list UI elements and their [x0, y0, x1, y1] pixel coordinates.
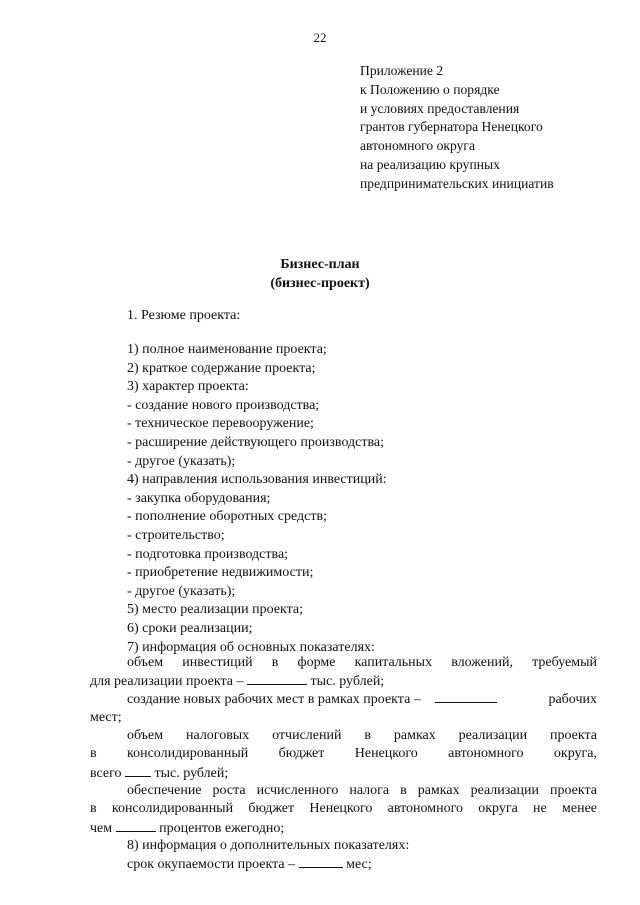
growth-line-3 [90, 819, 597, 838]
growth-line-1: обеспечение роста исчисленного налога в рамках реализации проекта [127, 783, 597, 798]
taxes-paragraph [90, 727, 597, 783]
list-item: - другое (указать); [127, 583, 236, 599]
growth-unit: процентов ежегодно; [159, 820, 285, 836]
list-item: - техническое перевооружение; [127, 416, 314, 432]
taxes-word: консолидированный [126, 746, 249, 762]
taxes-blank[interactable] [125, 764, 151, 777]
growth-blank[interactable] [116, 819, 156, 832]
list-item: - создание нового производства; [127, 397, 320, 413]
list-item: 1) полное наименование проекта; [127, 342, 327, 357]
investment-blank[interactable] [247, 672, 307, 685]
growth-line-2: в консолидированный бюджет Ненецкого автономного округа не менее [90, 801, 597, 817]
jobs-line-2: мест; [90, 710, 122, 726]
taxes-word: бюджет [278, 746, 325, 762]
list-item: - приобретение недвижимости; [127, 565, 314, 581]
appendix-line: на реализацию крупных [360, 156, 500, 172]
jobs-line-1 [90, 690, 597, 709]
jobs-blank[interactable] [435, 690, 497, 703]
appendix-line: Приложение 2 [360, 63, 444, 78]
appendix-line: к Положению о порядке [360, 81, 500, 97]
taxes-word: в [90, 746, 97, 762]
taxes-word: налоговых [185, 728, 250, 743]
taxes-word: Ненецкого [354, 746, 418, 762]
taxes-word: проекта [549, 728, 597, 743]
list-item: - строительство; [127, 527, 225, 543]
taxes-word: автономного [448, 746, 524, 762]
appendix-line: грантов губернатора Ненецкого [360, 119, 543, 135]
investment-unit: тыс. рублей; [310, 674, 385, 690]
taxes-line-3 [90, 764, 597, 783]
investment-text: для реализации проекта – [90, 674, 244, 690]
taxes-word: рамках [393, 728, 436, 743]
payback-line [90, 855, 597, 874]
list-item: - расширение действующего производства; [127, 434, 385, 450]
jobs-paragraph [90, 690, 597, 728]
appendix-line: предпринимательских инициатив [360, 175, 554, 191]
list-item: 4) направления использования инвестиций: [127, 472, 387, 488]
additional-heading: 8) информация о дополнительных показателях: [127, 838, 410, 853]
appendix-header [360, 62, 620, 194]
title-line-1: Бизнес-план [280, 257, 360, 272]
list-item: 7) информация об основных показателях: [127, 639, 375, 655]
document-title [0, 255, 640, 293]
appendix-line: и условиях предоставления [360, 100, 520, 116]
taxes-word: объем [127, 728, 164, 743]
title-line-2: (бизнес-проект) [270, 276, 370, 291]
taxes-line-2 [90, 745, 597, 763]
taxes-unit: тыс. рублей; [154, 765, 229, 781]
investment-paragraph [90, 654, 597, 692]
list-item: 3) характер проекта: [127, 379, 249, 395]
list-item: - подготовка производства; [127, 546, 289, 562]
list-item: - пополнение оборотных средств; [127, 509, 328, 525]
jobs-unit: рабочих [548, 692, 597, 707]
investment-line-1: объем инвестиций в форме капитальных вложений, требуемый [127, 655, 597, 670]
taxes-word: реализации [458, 728, 528, 743]
list-item: 2) краткое содержание проекта; [127, 360, 316, 376]
taxes-line-1 [90, 727, 597, 745]
growth-paragraph [90, 782, 597, 838]
list-item: - другое (указать); [127, 453, 236, 469]
taxes-word: в [364, 728, 371, 743]
item-list [127, 341, 597, 657]
taxes-text: всего [90, 765, 122, 781]
list-item: 5) место реализации проекта; [127, 602, 304, 618]
page-number: 22 [313, 30, 327, 45]
additional-paragraph [90, 837, 597, 875]
payback-blank[interactable] [299, 855, 343, 868]
taxes-word: округа, [553, 746, 597, 762]
list-item: - закупка оборудования; [127, 490, 271, 506]
appendix-line: автономного округа [360, 138, 476, 154]
payback-unit: мес; [346, 857, 372, 873]
growth-text: чем [90, 820, 113, 836]
taxes-word: отчислений [272, 728, 342, 743]
section-heading: 1. Резюме проекта: [127, 308, 241, 323]
investment-line-2 [90, 672, 597, 691]
jobs-text: создание новых рабочих мест в рамках проекта – [127, 692, 421, 707]
payback-text: срок окупаемости проекта – [127, 857, 296, 873]
list-item: 6) сроки реализации; [127, 620, 253, 636]
